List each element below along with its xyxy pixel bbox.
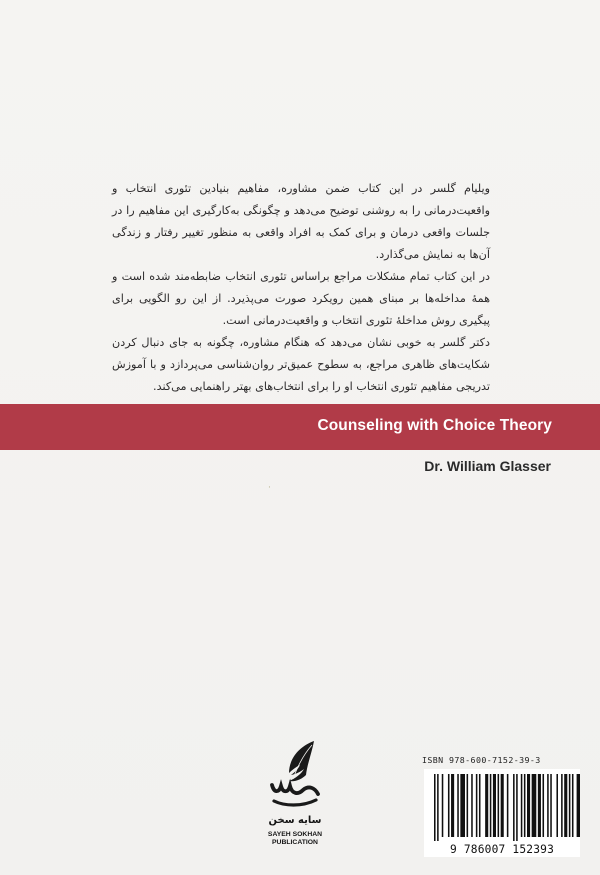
title-band	[0, 404, 600, 450]
barcode-bar	[569, 774, 571, 837]
barcode-bar	[460, 774, 465, 837]
barcode-bar	[490, 774, 492, 837]
barcode	[424, 769, 580, 857]
barcode-bar	[527, 774, 530, 837]
barcode-bar	[437, 774, 439, 841]
barcode-bar	[493, 774, 496, 837]
barcode-bar	[516, 774, 518, 841]
barcode-bar	[507, 774, 509, 837]
english-title: Counseling with Choice Theory	[317, 417, 552, 434]
publisher-name-en	[262, 831, 328, 847]
barcode-bar	[448, 774, 450, 837]
barcode-bar	[485, 774, 488, 837]
barcode-bar	[556, 774, 558, 837]
barcode-bar	[521, 774, 523, 837]
barcode-bar	[479, 774, 481, 837]
barcode-bar	[513, 774, 515, 841]
blurb-text	[112, 178, 490, 398]
barcode-bar	[451, 774, 454, 837]
barcode-bar	[498, 774, 500, 837]
barcode-bars	[424, 769, 580, 841]
publisher-name-en-line1: SAYEH SOKHAN	[267, 831, 323, 838]
publisher-logo	[262, 738, 328, 856]
barcode-bar	[577, 774, 580, 837]
barcode-bar	[561, 774, 563, 837]
barcode-bar	[550, 774, 552, 837]
quill-feather-icon	[262, 738, 328, 816]
barcode-bar	[501, 774, 504, 837]
barcode-bar	[434, 774, 436, 841]
barcode-bar	[547, 774, 549, 837]
paper-speck: ·	[268, 483, 271, 493]
barcode-bar	[471, 774, 473, 837]
barcode-bar	[476, 774, 478, 837]
barcode-bar	[564, 774, 567, 837]
barcode-bar	[543, 774, 545, 837]
barcode-bar	[467, 774, 469, 837]
barcode-bar	[457, 774, 459, 837]
barcode-bar	[572, 774, 574, 837]
publisher-name-fa: سایه سخن	[268, 815, 322, 826]
isbn-label: ISBN 978-600-7152-39-3	[422, 755, 541, 765]
publisher-name-en-line2: PUBLICATION	[272, 839, 318, 846]
author-name: Dr. William Glasser	[424, 458, 551, 474]
barcode-bar	[538, 774, 541, 837]
barcode-bar	[524, 774, 526, 837]
barcode-bar	[532, 774, 537, 837]
blurb-paragraph-1: ویلیام گلسر در این کتاب ضمن مشاوره، مفاهیم بنیادین تئوری انتخاب و واقعیت‌درمانی را به روشنی توضیح می‌دهد و چگونگی به‌کارگیری این مفاهیم را در جلسات واقعی درمان و برای کمک به افراد واقعی به منظور تغییر رفتار و زندگی آن‌ها به نمایش می‌گذارد.	[112, 182, 490, 261]
barcode-bar	[442, 774, 444, 837]
blurb-paragraph-2: در این کتاب تمام مشکلات مراجع براساس تئوری انتخاب ضابطه‌مند شده است و همهٔ مداخله‌ها بر مبنای همین رویکرد صورت می‌پذیرد. از این رو الگویی برای پیگیری روش مداخلهٔ تئوری انتخاب و واقعیت‌درمانی است.	[112, 270, 490, 327]
barcode-digits: 9 786007 152393	[449, 843, 555, 856]
blurb-paragraph-3: دکتر گلسر به خوبی نشان می‌دهد که هنگام مشاوره، چگونه به جای دنبال کردن شکایت‌های ظاهری مراجع، به سطوح عمیق‌تر روان‌شناسی می‌پردازد و با آموزش تدریجی مفاهیم تئوری انتخاب او را برای انتخاب‌های بهتر راهنمایی می‌کند.	[112, 336, 490, 393]
